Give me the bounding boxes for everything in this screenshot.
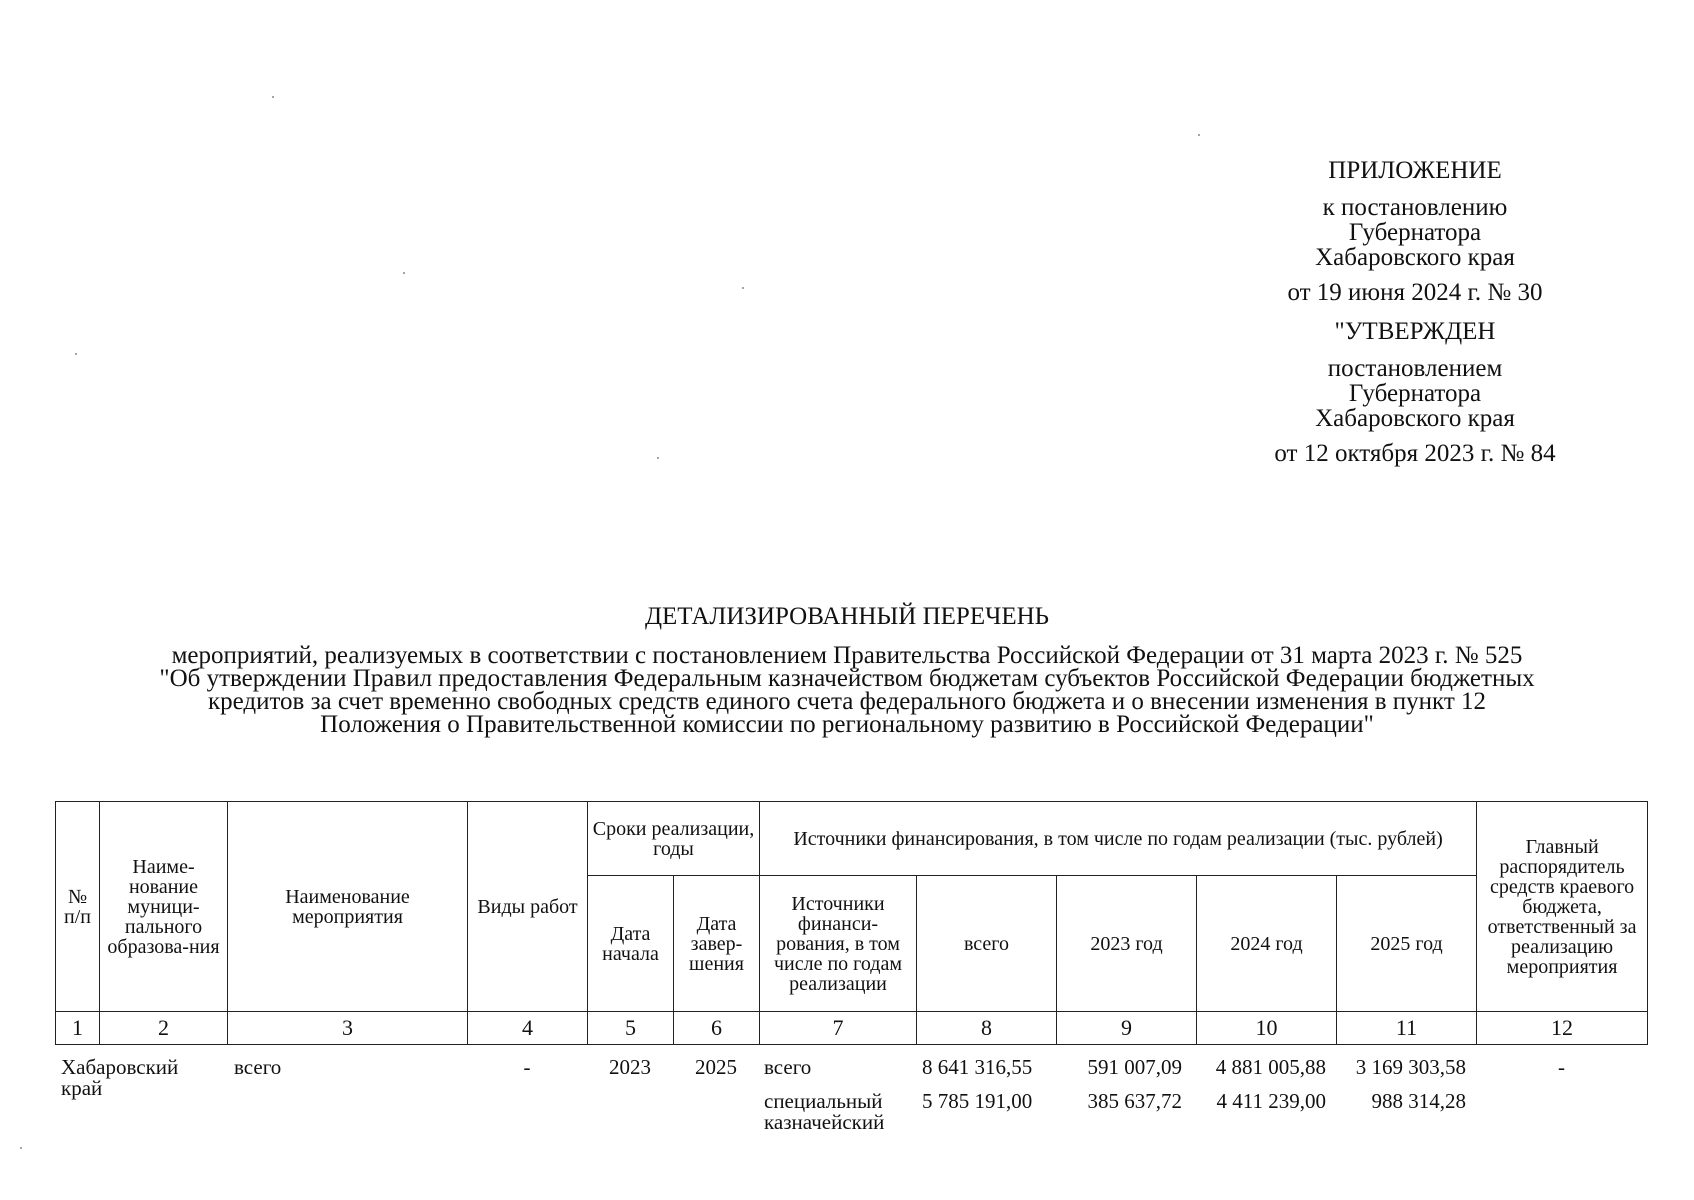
row-total: 5 785 191,00	[922, 1089, 1033, 1113]
detail-table	[55, 801, 1648, 1045]
column-number: 10	[1197, 1012, 1337, 1045]
column-number: 12	[1477, 1012, 1648, 1045]
header-manager: Главный распорядитель средств краевого бюджета, ответственный за реализацию мероприятия	[1477, 802, 1648, 1012]
subtitle-line: Положения о Правительственной комиссии по региональному развитию в Российской Федерации"	[320, 711, 1374, 738]
row-year-2024: 4 881 005,88	[1215, 1055, 1326, 1079]
column-number-row	[56, 1012, 1648, 1045]
scan-speck	[272, 96, 274, 98]
header-num: № п/п	[56, 802, 100, 1012]
column-number: 9	[1057, 1012, 1197, 1045]
appendix-title: ПРИЛОЖЕНИЕ	[1328, 157, 1502, 184]
approved-date: от 12 октября 2023 г. № 84	[1274, 440, 1556, 467]
header-year-2024: 2024 год	[1197, 876, 1337, 1012]
appendix-line: постановлением	[1327, 355, 1503, 382]
column-number: 5	[588, 1012, 674, 1045]
document-subtitle	[40, 644, 1654, 736]
column-number: 1	[56, 1012, 100, 1045]
header-funding: Источники финансирования, в том числе по годам реализации (тыс. рублей)	[760, 802, 1477, 876]
appendix-line: Хабаровского края	[1315, 244, 1515, 271]
scan-speck	[657, 457, 659, 459]
column-number: 3	[228, 1012, 468, 1045]
scan-speck	[403, 272, 405, 274]
row-work-type: -	[523, 1055, 531, 1079]
row-year-2023: 385 637,72	[1087, 1089, 1182, 1113]
row-event: всего	[234, 1055, 282, 1079]
appendix-block	[1215, 158, 1615, 466]
column-number: 4	[468, 1012, 588, 1045]
row-funding-source: всего	[764, 1055, 812, 1079]
scan-speck	[1198, 134, 1200, 136]
header-municipality: Наиме-нование муници-пального образова-ния	[100, 802, 228, 1012]
appendix-date: от 19 июня 2024 г. № 30	[1287, 279, 1543, 306]
scan-speck	[75, 353, 77, 355]
column-number: 11	[1337, 1012, 1477, 1045]
header-year-2023: 2023 год	[1057, 876, 1197, 1012]
row-municipality: Хабаровский край	[61, 1055, 179, 1100]
appendix-line: к постановлению	[1322, 194, 1508, 221]
appendix-line: Губернатора	[1348, 380, 1482, 407]
approved-title: "УТВЕРЖДЕН	[1334, 318, 1496, 345]
header-event: Наименование мероприятия	[228, 802, 468, 1012]
row-start-date: 2023	[609, 1055, 651, 1079]
appendix-line: Губернатора	[1348, 219, 1482, 246]
row-manager: -	[1558, 1055, 1565, 1079]
column-number: 7	[760, 1012, 917, 1045]
subtitle-line: кредитов за счет временно свободных средств единого счета федерального бюджета и о внесении изменения в пункт 12	[207, 688, 1487, 715]
row-end-date: 2025	[695, 1055, 737, 1079]
document-title: ДЕТАЛИЗИРОВАННЫЙ ПЕРЕЧЕНЬ	[644, 603, 1050, 630]
subtitle-line: "Об утверждении Правил предоставления Федеральным казначейством бюджетам субъектов Российской Федерации бюджетных	[159, 665, 1535, 692]
row-funding-source: специальный казначейский	[764, 1089, 885, 1134]
column-number: 8	[917, 1012, 1057, 1045]
row-year-2024: 4 411 239,00	[1216, 1089, 1326, 1113]
scan-speck	[742, 287, 744, 289]
row-year-2025: 988 314,28	[1371, 1089, 1466, 1113]
header-work-type: Виды работ	[468, 802, 588, 1012]
column-number: 6	[674, 1012, 760, 1045]
subtitle-line: мероприятий, реализуемых в соответствии с постановлением Правительства Российской Федерации от 31 марта 2023 г. № 525	[171, 642, 1523, 669]
row-year-2025: 3 169 303,58	[1355, 1055, 1466, 1079]
header-year-2025: 2025 год	[1337, 876, 1477, 1012]
row-year-2023: 591 007,09	[1087, 1055, 1182, 1079]
header-start-date: Дата начала	[588, 876, 674, 1012]
column-number: 2	[100, 1012, 228, 1045]
row-total: 8 641 316,55	[922, 1055, 1033, 1079]
header-total: всего	[917, 876, 1057, 1012]
header-funding-sources: Источники финанси-рования, в том числе по годам реализации	[760, 876, 917, 1012]
header-end-date: Дата завер-шения	[674, 876, 760, 1012]
appendix-line: Хабаровского края	[1315, 405, 1515, 432]
scan-speck	[20, 1147, 22, 1149]
header-terms: Сроки реализации, годы	[588, 802, 760, 876]
